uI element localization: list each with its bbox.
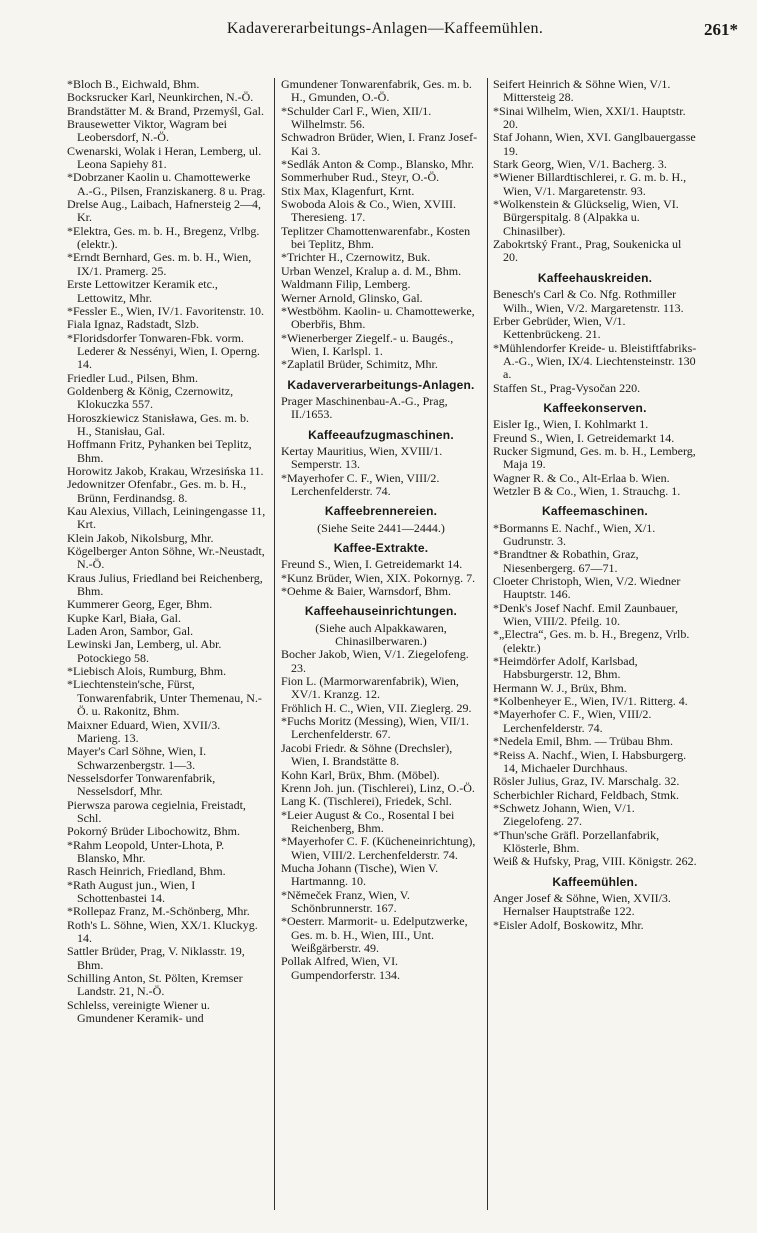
directory-entry: Wagner R. & Co., Alt-Erlaa b. Wien. (493, 470, 670, 485)
directory-entry: Drelse Aug., Laibach, Hafnersteig 2—4, Kr. (67, 197, 261, 225)
directory-entry: Waldmann Filip, Lemberg. (281, 277, 411, 292)
directory-entry: Zabokrtský Frant., Prag, Soukenicka ul 20. (493, 237, 682, 265)
directory-entry: Freund S., Wien, I. Getreidemarkt 14. (493, 430, 675, 445)
directory-entry: Seifert Heinrich & Söhne Wien, V/1. Mittersteig 28. (493, 78, 671, 105)
directory-entry: Gmundener Tonwarenfabrik, Ges. m. b. H., Gmunden, O.-Ö. (281, 78, 472, 105)
directory-entry: Teplitzer Chamottenwarenfabr., Kosten bei Teplitz, Bhm. (281, 223, 471, 252)
directory-entry: *Němeček Franz, Wien, V. Schönbrunnerstr. 167. (281, 887, 410, 915)
directory-entry: Stix Max, Klagenfurt, Krnt. (281, 183, 415, 198)
directory-entry: Roth's L. Söhne, Wien, XX/1. Kluckyg. 14. (67, 917, 258, 945)
directory-entry: *Liechtenstein'sche, Fürst, Tonwarenfabrik, Unter Themenau, N.-Ö. u. Rakonitz, Bhm. (67, 677, 262, 719)
directory-entry: Werner Arnold, Glinsko, Gal. (281, 290, 423, 305)
directory-entry: Scherbichler Richard, Feldbach, Stmk. (493, 787, 679, 802)
directory-entry: Krenn Joh. jun. (Tischlerei), Linz, O.-Ö. (281, 780, 475, 795)
section-heading: Kadaververarbeitungs-Anlagen. (287, 377, 475, 392)
directory-entry: *Denk's Josef Nachf. Emil Zaunbauer, Wien, VIII/2. Pfeilg. 10. (493, 600, 678, 629)
directory-entry: *Trichter H., Czernowitz, Buk. (281, 250, 431, 265)
directory-entry: Sattler Brüder, Prag, V. Niklasstr. 19, Bhm. (67, 944, 245, 972)
directory-entry: Erste Lettowitzer Keramik etc., Lettowitz, Mhr. (67, 277, 218, 305)
directory-entry: Goldenberg & König, Czernowitz, Klokuczka 557. (67, 383, 234, 412)
section-heading: Kaffeebrennereien. (324, 504, 438, 519)
directory-entry: *Reiss A. Nachf., Wien, I. Habsburgerg. 14, Michaeler Durchhaus. (493, 747, 687, 775)
directory-entry: Mucha Johann (Tische), Wien V. Hartmanng. 10. (281, 860, 439, 889)
directory-entry: Freund S., Wien, I. Getreidemarkt 14. (281, 557, 463, 572)
directory-entry: Erber Gebrüder, Wien, V/1. Kettenbrückeng. 21. (493, 313, 626, 342)
directory-entry: Pierwsza parowa cegielnia, Freistadt, Schl. (67, 797, 246, 825)
directory-entry: Bocksrucker Karl, Neunkirchen, N.-Ö. (67, 90, 254, 105)
directory-entry: Rasch Heinrich, Friedland, Bhm. (67, 864, 226, 879)
directory-entry: Urban Wenzel, Kralup a. d. M., Bhm. (281, 263, 462, 278)
directory-entry: *Schulder Carl F., Wien, XII/1. Wilhelmstr. 56. (281, 103, 432, 132)
column-1 (67, 78, 266, 1213)
directory-entry: *Liebisch Alois, Rumburg, Bhm. (67, 664, 227, 679)
directory-entry: *Oesterr. Marmorit- u. Edelputzwerke, Ges. m. b. H., Wien, III., Unt. Weißgärberstr. 49. (281, 914, 468, 955)
directory-entry: Hermann W. J., Brüx, Bhm. (493, 680, 627, 695)
directory-entry: Nesselsdorfer Tonwarenfabrik, Nesselsdorf, Mhr. (67, 770, 216, 799)
directory-entry: *Mayerhofer C. F., Wien, VIII/2. Lerchenfelderstr. 74. (493, 707, 652, 735)
directory-entry: *Schwetz Johann, Wien, V/1. Ziegelofeng. 27. (493, 800, 635, 829)
directory-entry: *Nedela Emil, Bhm. — Trübau Bhm. (493, 734, 673, 749)
directory-entry: *Brandtner & Robathin, Graz, Niesenbergerg. 67—71. (493, 547, 639, 575)
directory-entry: Rucker Sigmund, Ges. m. b. H., Lemberg, Maja 19. (493, 443, 696, 472)
directory-entry: *Kunz Brüder, Wien, XIX. Pokornyg. 7. (281, 570, 476, 585)
directory-entry: Stark Georg, Wien, V/1. Bacherg. 3. (493, 157, 667, 172)
section-heading: Kaffeeaufzugmaschinen. (308, 427, 454, 442)
directory-entry: Horowitz Jakob, Krakau, Wrzesińska 11. (67, 463, 264, 478)
section-heading: Kaffeemaschinen. (542, 504, 648, 519)
directory-entry: Weiß & Hufsky, Prag, VIII. Königstr. 262. (493, 854, 697, 869)
directory-entry: Jedownitzer Ofenfabr., Ges. m. b. H., Brünn, Ferdinandsg. 8. (67, 477, 247, 505)
directory-entry: *Sedlák Anton & Comp., Blansko, Mhr. (281, 157, 475, 172)
directory-entry: Staf Johann, Wien, XVI. Ganglbauergasse 19. (493, 130, 696, 158)
directory-entry: Fröhlich H. C., Wien, VII. Zieglerg. 29. (281, 700, 472, 715)
directory-entry: *Wiener Billardtischlerei, r. G. m. b. H., Wien, V/1. Margaretenstr. 93. (493, 170, 687, 198)
directory-entry: Staffen St., Prag-Vysočan 220. (493, 380, 641, 395)
directory-entry: *Kolbenheyer E., Wien, IV/1. Ritterg. 4. (493, 694, 688, 709)
directory-entry: *Zaplatil Brüder, Schimitz, Mhr. (281, 357, 438, 372)
directory-entry: Kummerer Georg, Eger, Bhm. (67, 597, 213, 612)
directory-entry: Laden Aron, Sambor, Gal. (67, 624, 194, 639)
directory-entry: Maixner Eduard, Wien, XVII/3. Marieng. 13. (67, 717, 221, 745)
directory-entry: Wetzler B & Co., Wien, 1. Strauchg. 1. (493, 483, 681, 498)
directory-entry: Kraus Julius, Friedland bei Reichenberg, Bhm. (67, 570, 263, 599)
directory-entry: Bocher Jakob, Wien, V/1. Ziegelofeng. 23. (281, 647, 469, 675)
directory-entry: Benesch's Carl & Co. Nfg. Rothmiller Wilh., Wien, V/2. Margaretenstr. 113. (493, 287, 684, 315)
directory-entry: Prager Maschinenbau-A.-G., Prag, II./1653. (281, 393, 448, 422)
directory-entry: Friedler Lud., Pilsen, Bhm. (67, 370, 198, 385)
directory-entry: *Rahm Leopold, Unter-Lhota, P. Blansko, Mhr. (67, 837, 225, 865)
directory-entry: *Heimdörfer Adolf, Karlsbad, Habsburgerstr. 12, Bhm. (493, 654, 638, 682)
directory-entry: Brandstätter M. & Brand, Przemyśl, Gal. (67, 103, 264, 118)
directory-entry: Schlelss, vereinigte Wiener u. Gmundener Keramik- und (67, 997, 210, 1026)
directory-entry: *Floridsdorfer Tonwaren-Fbk. vorm. Lederer & Nessényi, Wien, I. Operng. 14. (67, 330, 260, 372)
directory-entry: Kohn Karl, Brüx, Bhm. (Möbel). (281, 767, 440, 782)
directory-entry: Horoszkiewicz Stanisława, Ges. m. b. H., Stanisłau, Gal. (67, 410, 249, 438)
directory-entry: Schilling Anton, St. Pölten, Kremser Landstr. 21, N.-Ö. (67, 971, 243, 999)
directory-entry: Kertay Mauritius, Wien, XVIII/1. Semperstr. 13. (281, 443, 443, 472)
section-heading: Kaffeehauskreiden. (537, 270, 653, 285)
directory-entry: *Fuchs Moritz (Messing), Wien, VII/1. Lerchenfelderstr. 67. (281, 714, 470, 742)
directory-entry: *Elektra, Ges. m. b. H., Bregenz, Vrlbg. (elektr.). (67, 223, 260, 252)
section-heading: Kaffee-Extrakte. (333, 541, 429, 555)
directory-entry: Anger Josef & Söhne, Wien, XVII/3. Hernalser Hauptstraße 122. (493, 890, 671, 919)
directory-entry: Eisler Ig., Wien, I. Kohlmarkt 1. (493, 417, 649, 432)
page-number: 261* (704, 20, 738, 39)
directory-entry: *Rollepaz Franz, M.-Schönberg, Mhr. (67, 904, 250, 919)
directory-entry: *Mühlendorfer Kreide- u. Bleistiftfabriks-A.-G., Wien, IX/4. Liechtensteinstr. 130 a. (493, 340, 697, 382)
directory-entry: *Leier August & Co., Rosental I bei Reichenberg, Bhm. (281, 807, 455, 835)
directory-entry: Swoboda Alois & Co., Wien, XVIII. Theresieng. 17. (281, 197, 456, 225)
directory-entry: Brausewetter Viktor, Wagram bei Leobersdorf, N.-Ö. (67, 117, 228, 145)
directory-entry: *Bloch B., Eichwald, Bhm. (67, 78, 200, 91)
directory-entry: Jacobi Friedr. & Söhne (Drechsler), Wien, I. Brandstätte 8. (281, 740, 453, 769)
directory-entry: Pollak Alfred, Wien, VI. Gumpendorferstr. 134. (281, 954, 400, 982)
directory-entry: Pokorný Brüder Libochowitz, Bhm. (67, 824, 240, 839)
directory-entry: Sommerhuber Rud., Steyr, O.-Ö. (281, 170, 440, 185)
page-title: Kadavererarbeitungs-Anlagen—Kaffeemühlen. (226, 20, 544, 37)
column-2 (281, 78, 481, 1213)
directory-entry: *Eisler Adolf, Boskowitz, Mhr. (493, 917, 644, 932)
directory-entry: Cwenarski, Wolak i Heran, Lemberg, ul. Leona Sapiehy 81. (67, 143, 262, 172)
directory-entry: Fiala Ignaz, Radstadt, Slzb. (67, 317, 199, 332)
directory-entry: Mayer's Carl Söhne, Wien, I. Schwarzenbergstr. 1—3. (67, 744, 207, 772)
directory-entry: *Mayerhofer C. F., Wien, VIII/2. Lerchenfelderstr. 74. (281, 470, 440, 498)
directory-entry: Cloeter Christoph, Wien, V/2. Wiedner Hauptstr. 146. (493, 574, 681, 602)
directory-entry: *Fessler E., Wien, IV/1. Favoritenstr. 10. (67, 303, 264, 318)
page-header (60, 20, 738, 48)
directory-entry: Kau Alexius, Villach, Leiningengasse 11, Krt. (67, 504, 266, 532)
directory-entry: *Rath August jun., Wien, I Schottenbastei 14. (67, 877, 196, 905)
directory-entry: Schwadron Brüder, Wien, I. Franz Josef-Kai 3. (281, 130, 478, 158)
directory-entry: *Thun'sche Gräfl. Porzellanfabrik, Klösterle, Bhm. (493, 827, 660, 855)
column-3 (493, 78, 697, 1213)
directory-entry: *„Electra“, Ges. m. b. H., Bregenz, Vrlb. (elektr.) (493, 627, 690, 655)
directory-entry: Lang K. (Tischlerei), Friedek, Schl. (281, 794, 452, 809)
column-rule (487, 78, 488, 1210)
section-heading: Kaffeemühlen. (552, 874, 638, 889)
directory-entry: *Bormanns E. Nachf., Wien, X/1. Gudrunstr. 3. (493, 520, 656, 548)
section-heading: Kaffeehauseinrichtungen. (304, 604, 458, 619)
directory-entry: Kupke Karl, Biała, Gal. (67, 610, 181, 625)
directory-entry: *Wienerberger Ziegelf.- u. Baugés., Wien, I. Karlspl. 1. (281, 330, 454, 358)
directory-entry: Hoffmann Fritz, Pyhanken bei Teplitz, Bhm. (67, 437, 252, 465)
directory-entry: *Mayerhofer C. F. (Kücheneinrichtung), Wien, VIII/2. Lerchenfelderstr. 74. (281, 834, 476, 862)
directory-entry: Rösler Julius, Graz, IV. Marschalg. 32. (493, 774, 680, 789)
column-rule (274, 78, 275, 1210)
directory-entry: *Oehme & Baier, Warnsdorf, Bhm. (281, 584, 451, 599)
directory-entry: Lewinski Jan, Lemberg, ul. Abr. Potockiego 58. (67, 637, 222, 665)
section-note: (Siehe auch Alpakkawaren, Chinasilberwaren.) (315, 620, 447, 649)
directory-entry: Klein Jakob, Nikolsburg, Mhr. (67, 530, 214, 545)
section-note: (Siehe Seite 2441—2444.) (317, 520, 445, 535)
directory-entry: *Sinai Wilhelm, Wien, XXI/1. Hauptstr. 20. (493, 103, 686, 132)
directory-entry: Kögelberger Anton Söhne, Wr.-Neustadt, N.-Ö. (67, 544, 265, 572)
directory-entry: *Wolkenstein & Glückselig, Wien, VI. Bürgerspitalg. 8 (Alpakka u. Chinasilber). (493, 197, 679, 238)
directory-entry: Fion L. (Marmorwarenfabrik), Wien, XV/1. Kranzg. 12. (281, 674, 459, 702)
directory-entry: *Dobrzaner Kaolin u. Chamottewerke A.-G., Pilsen, Franziskanerg. 8 u. Prag. (67, 170, 266, 198)
section-heading: Kaffeekonserven. (543, 400, 647, 415)
directory-entry: *Erndt Bernhard, Ges. m. b. H., Wien, IX/1. Pramerg. 25. (67, 250, 252, 278)
directory-entry: *Westböhm. Kaolin- u. Chamottewerke, Oberbřis, Bhm. (281, 303, 475, 332)
